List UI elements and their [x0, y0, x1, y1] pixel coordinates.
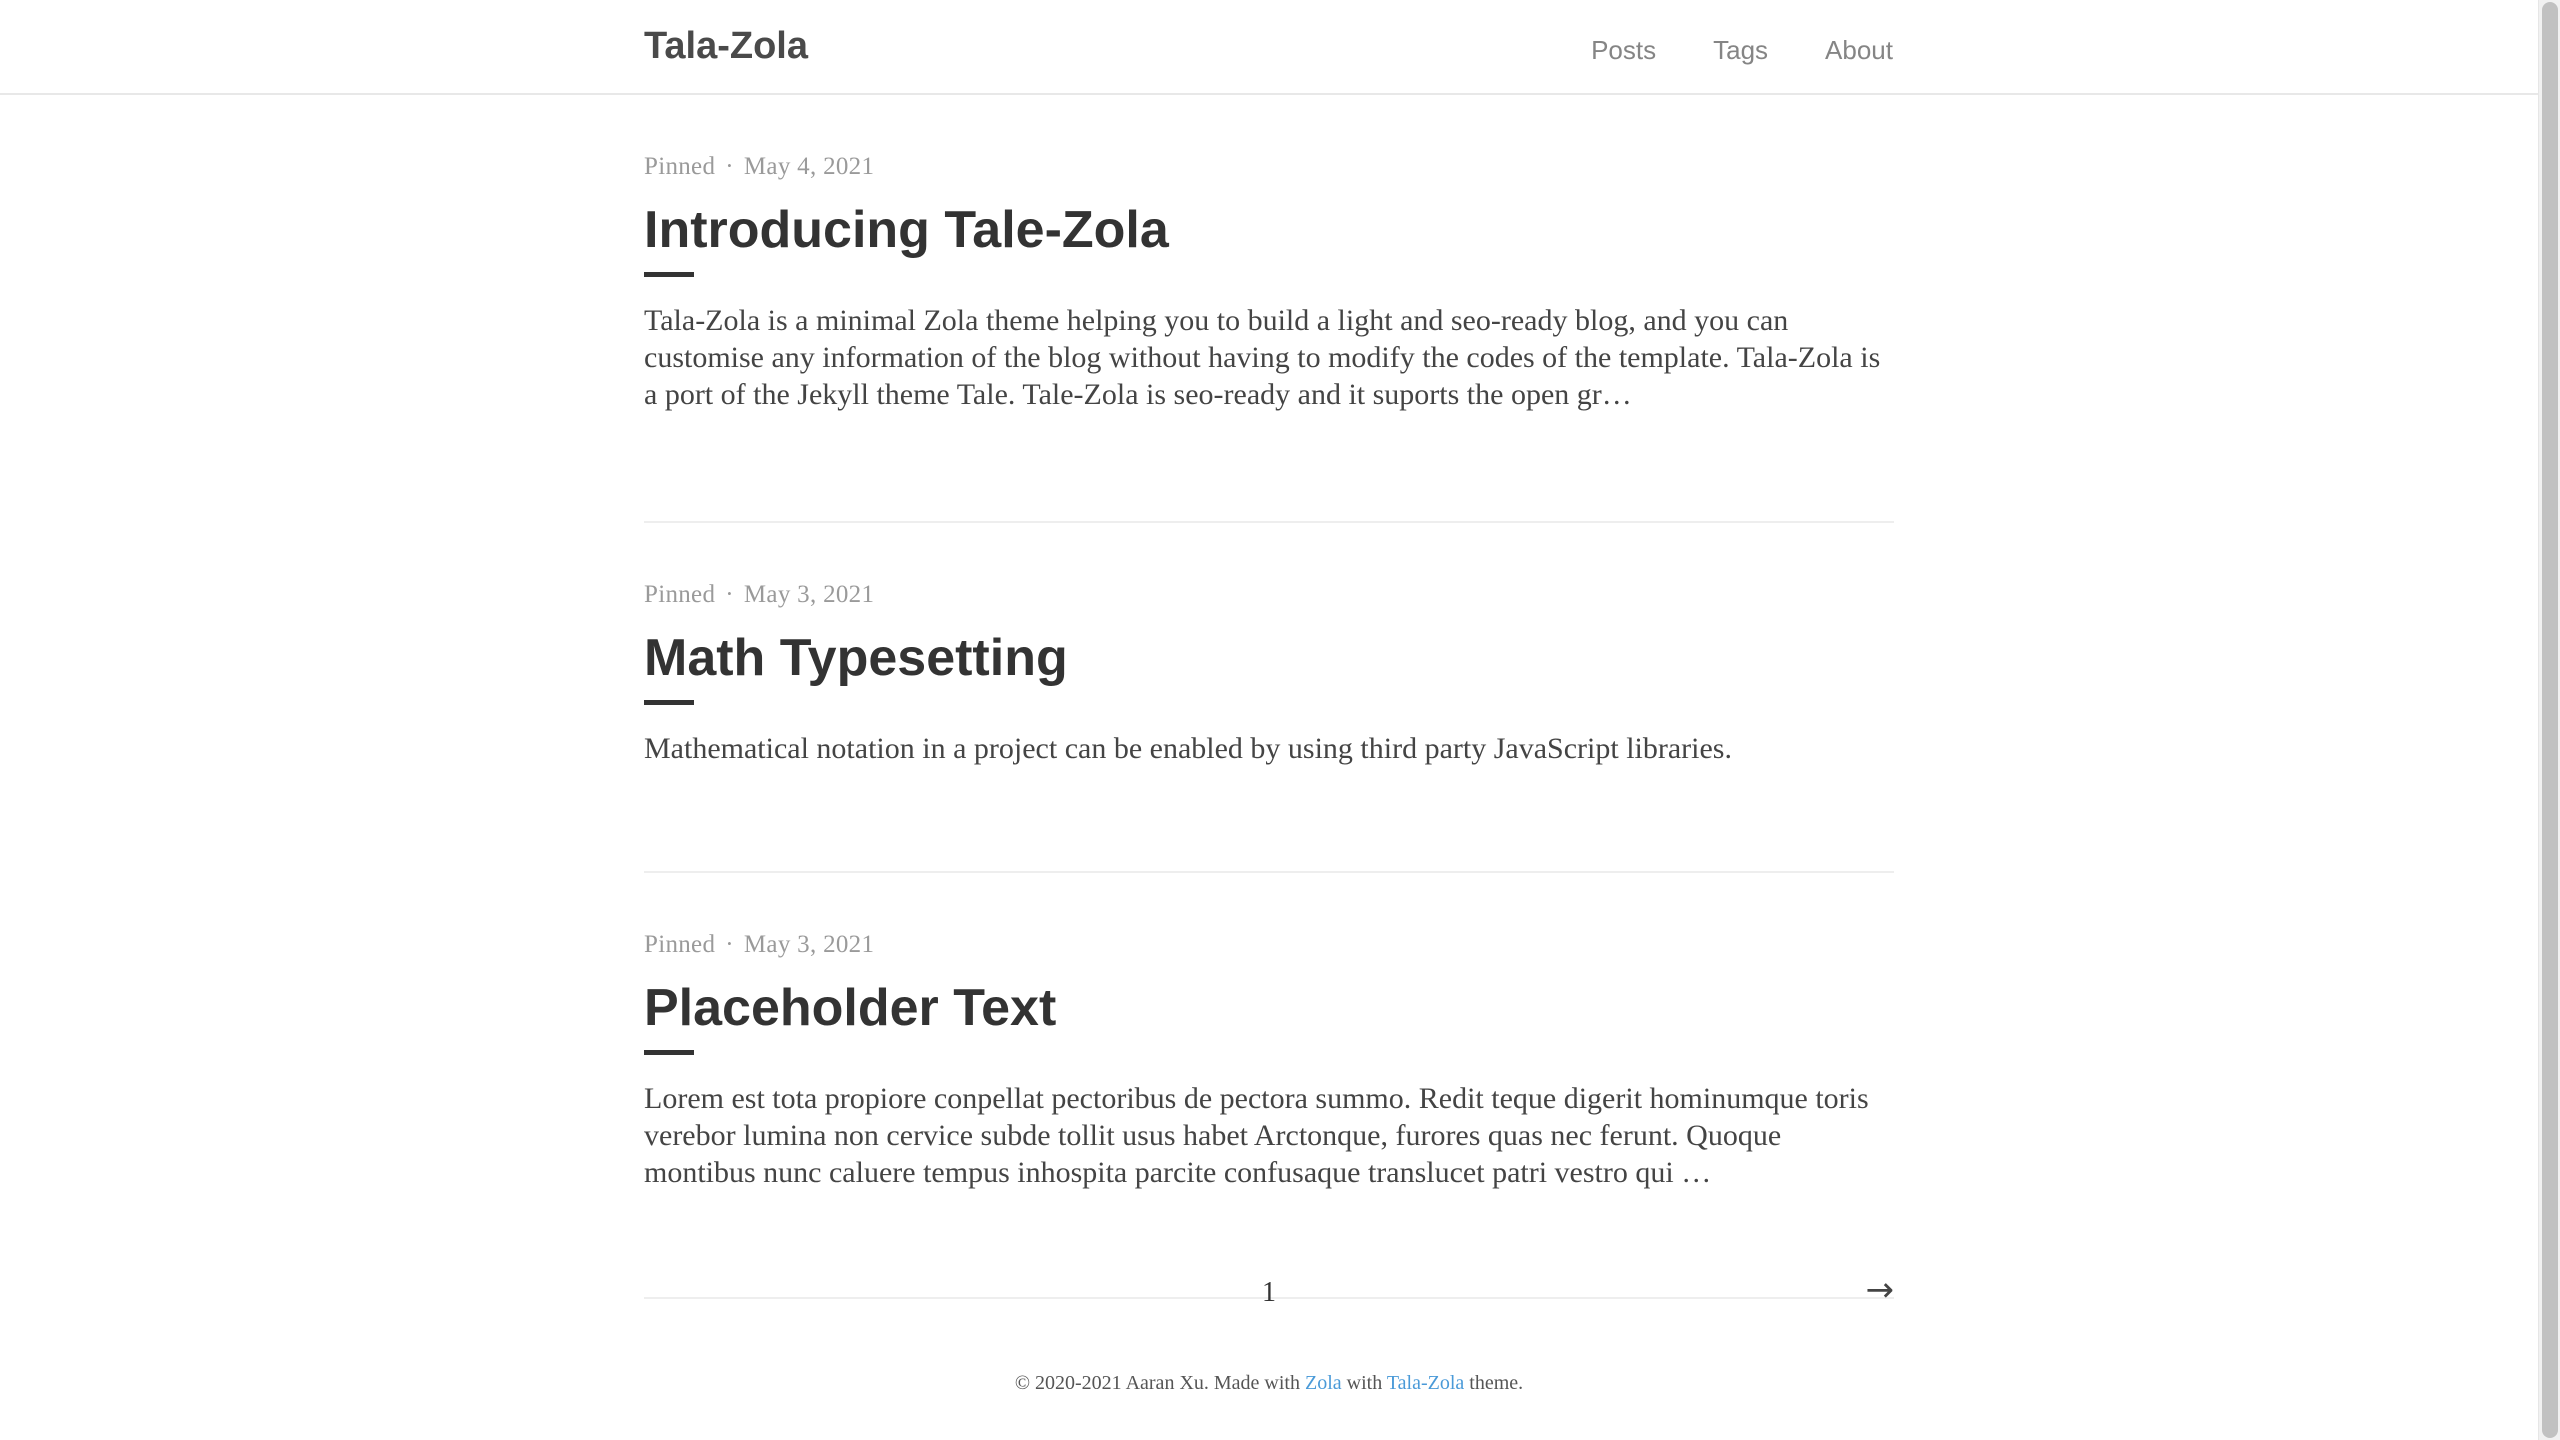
next-page-arrow-icon[interactable]: →: [1865, 1270, 1894, 1310]
site-footer: [644, 1368, 1894, 1398]
post-status: Pinned: [644, 931, 716, 958]
nav-link-about[interactable]: About: [1825, 35, 1893, 65]
pagination: [644, 1265, 1894, 1325]
post-date: May 3, 2021: [743, 581, 875, 608]
post-date: May 4, 2021: [743, 153, 875, 180]
footer-theme-link[interactable]: Tala-Zola: [1386, 1372, 1465, 1394]
post-excerpt: Mathematical notation in a project can be enabled by using third party JavaScript libraries.: [644, 732, 1732, 765]
post-excerpt: Tala-Zola is a minimal Zola theme helping you to build a light and seo-ready blog, and you can customise any information of the blog without having to modify the codes of the template. Tala-Zola is a port of the Jekyll theme Tale. Tale-Zola is seo-ready and it suports the open gr…: [644, 304, 1881, 411]
post-title-link[interactable]: Placeholder Text: [644, 979, 1057, 1037]
footer-with-text: with: [1346, 1372, 1383, 1394]
post-status: Pinned: [644, 581, 716, 608]
post-item: [644, 873, 1894, 1299]
meta-separator: ·: [725, 153, 734, 180]
post-title-link[interactable]: Introducing Tale-Zola: [644, 201, 1169, 259]
post-excerpt: Lorem est tota propiore conpellat pectoribus de pectora summo. Redit teque digerit hominumque toris verebor lumina non cervice subde tollit usus habet Arctonque, furores quas nec ferunt. Quoque montibus nunc caluere tempus inhospita parcite confusaque translucet patri vestro qui …: [644, 1082, 1869, 1189]
post-meta: [644, 150, 1894, 184]
post-title-link[interactable]: Math Typesetting: [644, 629, 1068, 687]
title-underline: [644, 700, 694, 705]
footer-theme-suffix: theme.: [1469, 1372, 1524, 1394]
nav-link-tags[interactable]: Tags: [1713, 35, 1769, 65]
nav-link-posts[interactable]: Posts: [1591, 35, 1657, 65]
title-underline: [644, 1050, 694, 1055]
vertical-scrollbar[interactable]: [2538, 0, 2560, 1440]
post-item: [644, 95, 1894, 523]
footer-copyright: © 2020-2021 Aaran Xu. Made with: [1014, 1372, 1300, 1394]
post-meta: [644, 578, 1894, 612]
meta-separator: ·: [725, 931, 734, 958]
post-item: [644, 523, 1894, 873]
site-title-link[interactable]: Tala-Zola: [644, 25, 808, 67]
current-page-number: 1: [1262, 1277, 1276, 1308]
site-header: [0, 0, 2538, 95]
meta-separator: ·: [725, 581, 734, 608]
main-nav: [1591, 30, 1893, 70]
post-date: May 3, 2021: [743, 931, 875, 958]
scrollbar-thumb[interactable]: [2542, 2, 2558, 1438]
title-underline: [644, 272, 694, 277]
footer-zola-link[interactable]: Zola: [1304, 1372, 1342, 1394]
post-list: [644, 95, 1894, 1299]
post-status: Pinned: [644, 153, 716, 180]
post-meta: [644, 928, 1894, 962]
